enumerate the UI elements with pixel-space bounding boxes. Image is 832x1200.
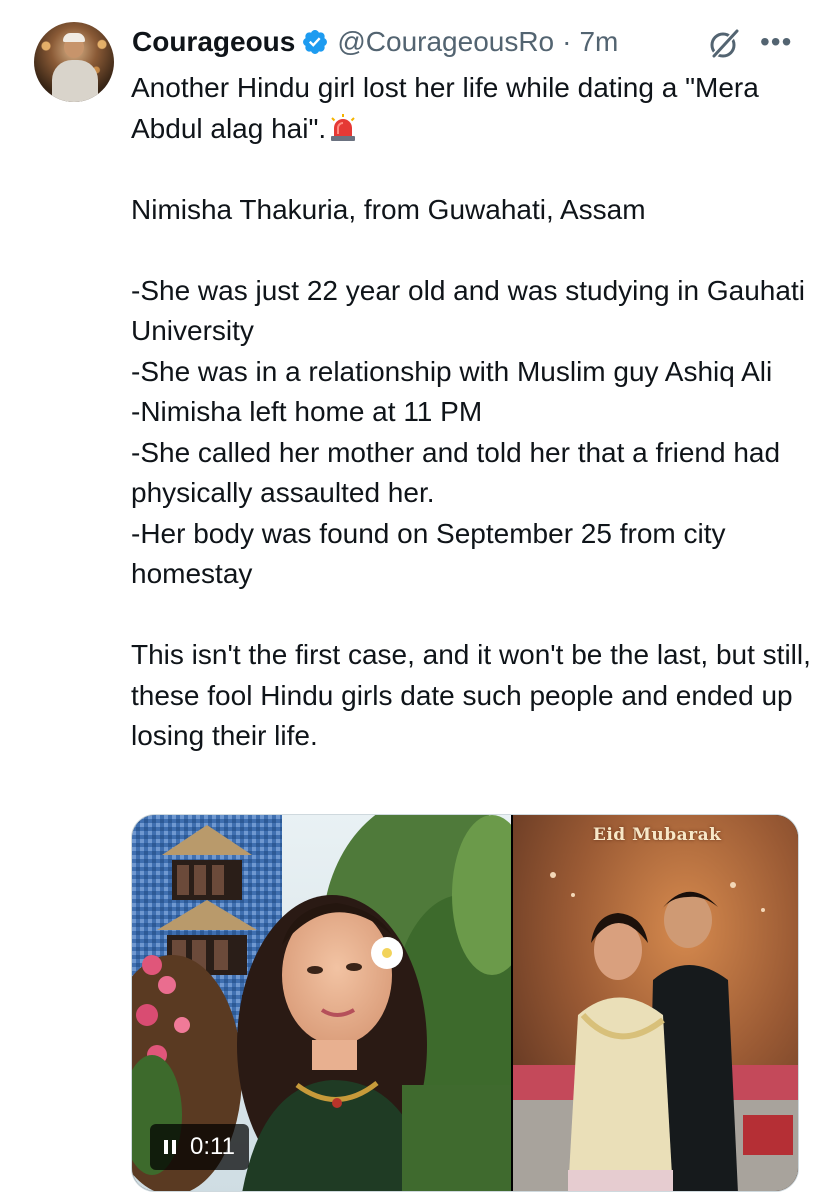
separator-dot: ·	[562, 26, 572, 57]
author-avatar[interactable]	[34, 22, 114, 102]
author-display-name[interactable]: Courageous	[132, 26, 296, 57]
grok-icon[interactable]	[706, 26, 742, 62]
video-thumbnail[interactable]	[132, 815, 511, 1191]
more-options-icon[interactable]: •••	[760, 26, 793, 57]
text-bullet: -She was in a relationship with Muslim guy Ashiq Ali	[131, 355, 773, 387]
eid-mubarak-caption: Eid Mubarak	[592, 825, 722, 845]
text-line-intro: Another Hindu girl lost her life while dating a "Mera Abdul alag hai".	[131, 72, 759, 144]
video-play-toggle[interactable]	[150, 1124, 249, 1170]
text-bullet: -She was just 22 year old and was studying in Gauhati University	[131, 274, 805, 346]
verified-badge-icon	[301, 28, 329, 56]
avatar-cap	[63, 33, 85, 42]
text-bullet: -Her body was found on September 25 from city homestay	[131, 517, 726, 589]
tweet-timestamp[interactable]: 7m	[579, 26, 619, 57]
text-bullet: -She called her mother and told her that a friend had physically assaulted her.	[131, 436, 781, 508]
text-line-location: Nimisha Thakuria, from Guwahati, Assam	[131, 193, 646, 225]
couple-photo	[513, 815, 798, 1191]
avatar-body	[52, 60, 98, 102]
tweet-media[interactable]	[131, 814, 799, 1192]
pause-icon[interactable]	[164, 1140, 176, 1154]
author-handle[interactable]: @CourageousRo	[337, 26, 555, 57]
tweet-header	[132, 24, 618, 60]
media-image-right[interactable]	[513, 815, 798, 1191]
text-closing: This isn't the first case, and it won't be the last, but still, these fool Hindu girls date such people and ended up losing their life.	[131, 639, 811, 751]
siren-icon	[328, 114, 358, 142]
tweet-text	[131, 68, 811, 757]
text-bullet: -Nimisha left home at 11 PM	[131, 396, 483, 427]
video-duration: 0:11	[190, 1133, 235, 1160]
